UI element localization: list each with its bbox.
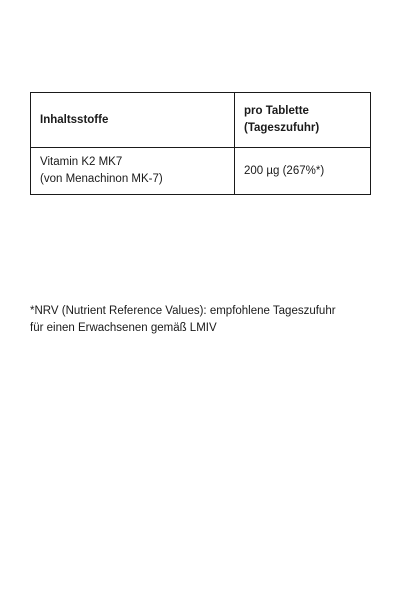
amount-value: 200 µg (267%*) — [244, 164, 325, 177]
header-per-tablet — [235, 93, 371, 148]
ingredient-name: Vitamin K2 MK7 — [40, 156, 123, 168]
nrv-footnote — [30, 303, 375, 337]
footnote-line1: *NRV (Nutrient Reference Values): empfohlene Tageszufuhr — [30, 305, 336, 317]
ingredient-source: (von Menachinon MK-7) — [40, 173, 163, 185]
header-per-tablet-line2: (Tageszufuhr) — [244, 122, 320, 134]
table-row — [31, 148, 371, 195]
footnote-line2: für einen Erwachsenen gemäß LMIV — [30, 322, 217, 334]
amount-cell — [235, 148, 371, 195]
nutrient-table — [30, 92, 371, 195]
header-ingredient-label: Inhaltsstoffe — [40, 113, 109, 126]
header-per-tablet-line1: pro Tablette — [244, 105, 309, 117]
header-ingredient — [31, 93, 235, 148]
table-header-row — [31, 93, 371, 148]
ingredient-cell — [31, 148, 235, 195]
